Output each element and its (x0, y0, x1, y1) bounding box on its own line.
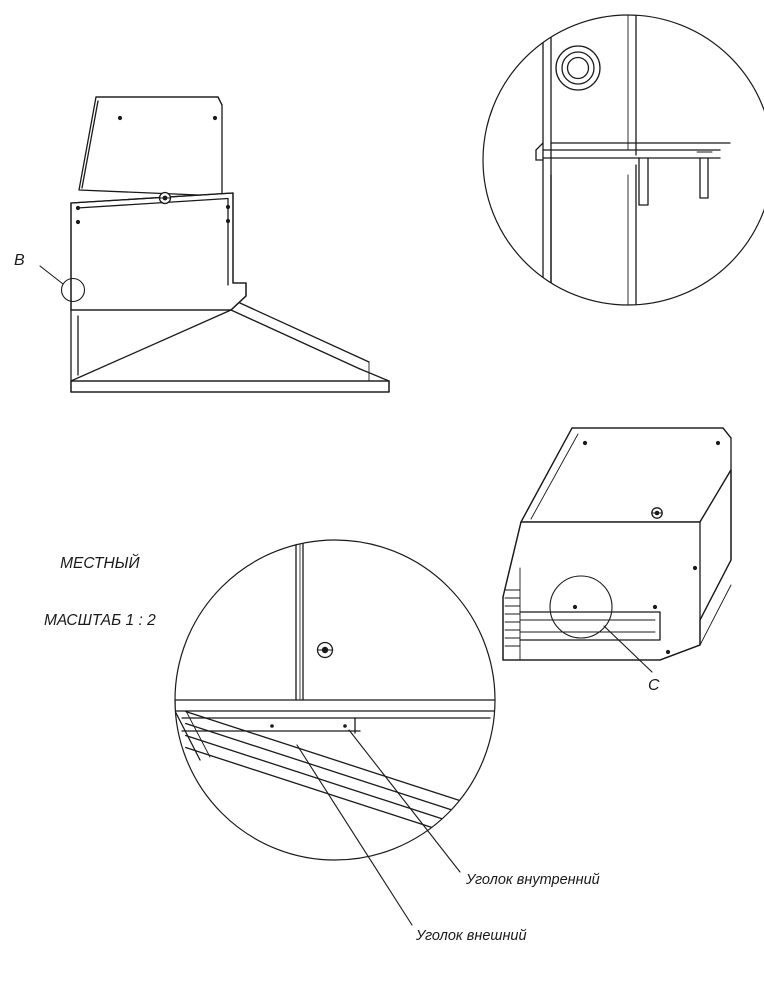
local-scale-label (44, 517, 156, 668)
local-scale-line-1: МЕСТНЫЙ (60, 554, 140, 572)
angle-outer-label: Уголок внешний (416, 928, 527, 944)
detail-local-scale-view (175, 525, 500, 925)
detail-b-view (483, 0, 764, 310)
angle-inner-label: Уголок внутренний (466, 872, 600, 888)
detail-b-label: B (14, 252, 25, 269)
detail-c-label: C (648, 677, 660, 694)
isometric-view (503, 428, 731, 672)
side-elevation-view (40, 97, 389, 392)
local-scale-line-2: МАСШТАБ 1 : 2 (44, 611, 156, 629)
